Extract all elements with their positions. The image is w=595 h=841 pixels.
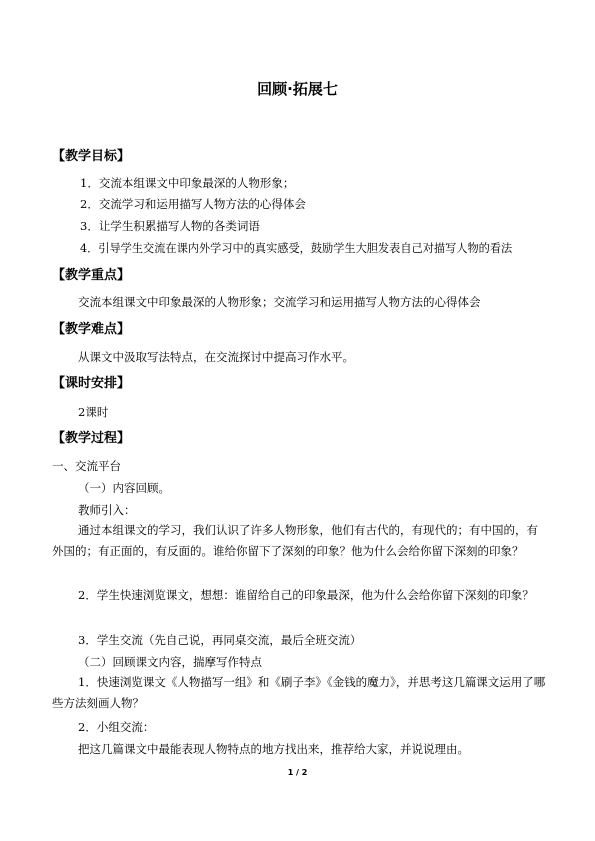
heading-goals: 【教学目标】 bbox=[52, 149, 131, 164]
heading-schedule: 【课时安排】 bbox=[52, 376, 131, 391]
process-sub2-step-2: 2．小组交流： bbox=[78, 720, 155, 734]
goal-item-1: 1．交流本组课文中印象最深的人物形象； bbox=[80, 176, 295, 190]
process-sub2-text: 把这几篇课文中最能表现人物特点的地方找出来，推荐给大家，并说说理由。 bbox=[78, 742, 469, 756]
schedule-text: 2课时 bbox=[78, 405, 109, 419]
goal-item-2: 2．交流学习和运用描写人物方法的心得体会 bbox=[80, 197, 306, 211]
process-step-3: 3．学生交流（先自己说，再同桌交流，最后全班交流） bbox=[78, 633, 362, 647]
process-step-2: 2．学生快速浏览课文，想想：谁留给自己的印象最深，他为什么会给你留下深刻的印象？ bbox=[78, 588, 534, 602]
goal-item-3: 3．让学生积累描写人物的各类词语 bbox=[80, 219, 260, 233]
process-sub-2: （二）回顾课文内容，揣摩写作特点 bbox=[78, 655, 262, 669]
page-number: 1 / 2 bbox=[287, 768, 308, 777]
heading-process: 【教学过程】 bbox=[52, 431, 131, 446]
process-section-1: 一、交流平台 bbox=[52, 459, 121, 473]
process-sub-1: （一）内容回顾。 bbox=[78, 481, 170, 495]
heading-key-points: 【教学重点】 bbox=[52, 268, 131, 283]
process-intro-label: 教师引入： bbox=[78, 503, 136, 517]
heading-difficulties: 【教学难点】 bbox=[52, 322, 131, 337]
process-sub2-step-1: 1．快速浏览课文《人物描写一组》和《刷子李》《金钱的魔力》，并思考这几篇课文运用了哪些方法刻画人物？ bbox=[52, 675, 546, 710]
page-title: 回顾·拓展七 bbox=[257, 80, 338, 98]
goal-item-4: 4．引导学生交流在课内外学习中的真实感受，鼓励学生大胆发表自己对描写人物的看法 bbox=[80, 242, 513, 255]
difficulties-text: 从课文中汲取写法特点，在交流探讨中提高习作水平。 bbox=[78, 350, 354, 364]
process-intro-text: 通过本组课文的学习，我们认识了许多人物形象，他们有古代的，有现代的；有中国的，有外国的；有正面的，有反面的。谁给你留下了深刻的印象？他为什么会给你留下深刻的印象？ bbox=[52, 523, 538, 558]
key-points-text: 交流本组课文中印象最深的人物形象；交流学习和运用描写人物方法的心得体会 bbox=[78, 295, 481, 309]
